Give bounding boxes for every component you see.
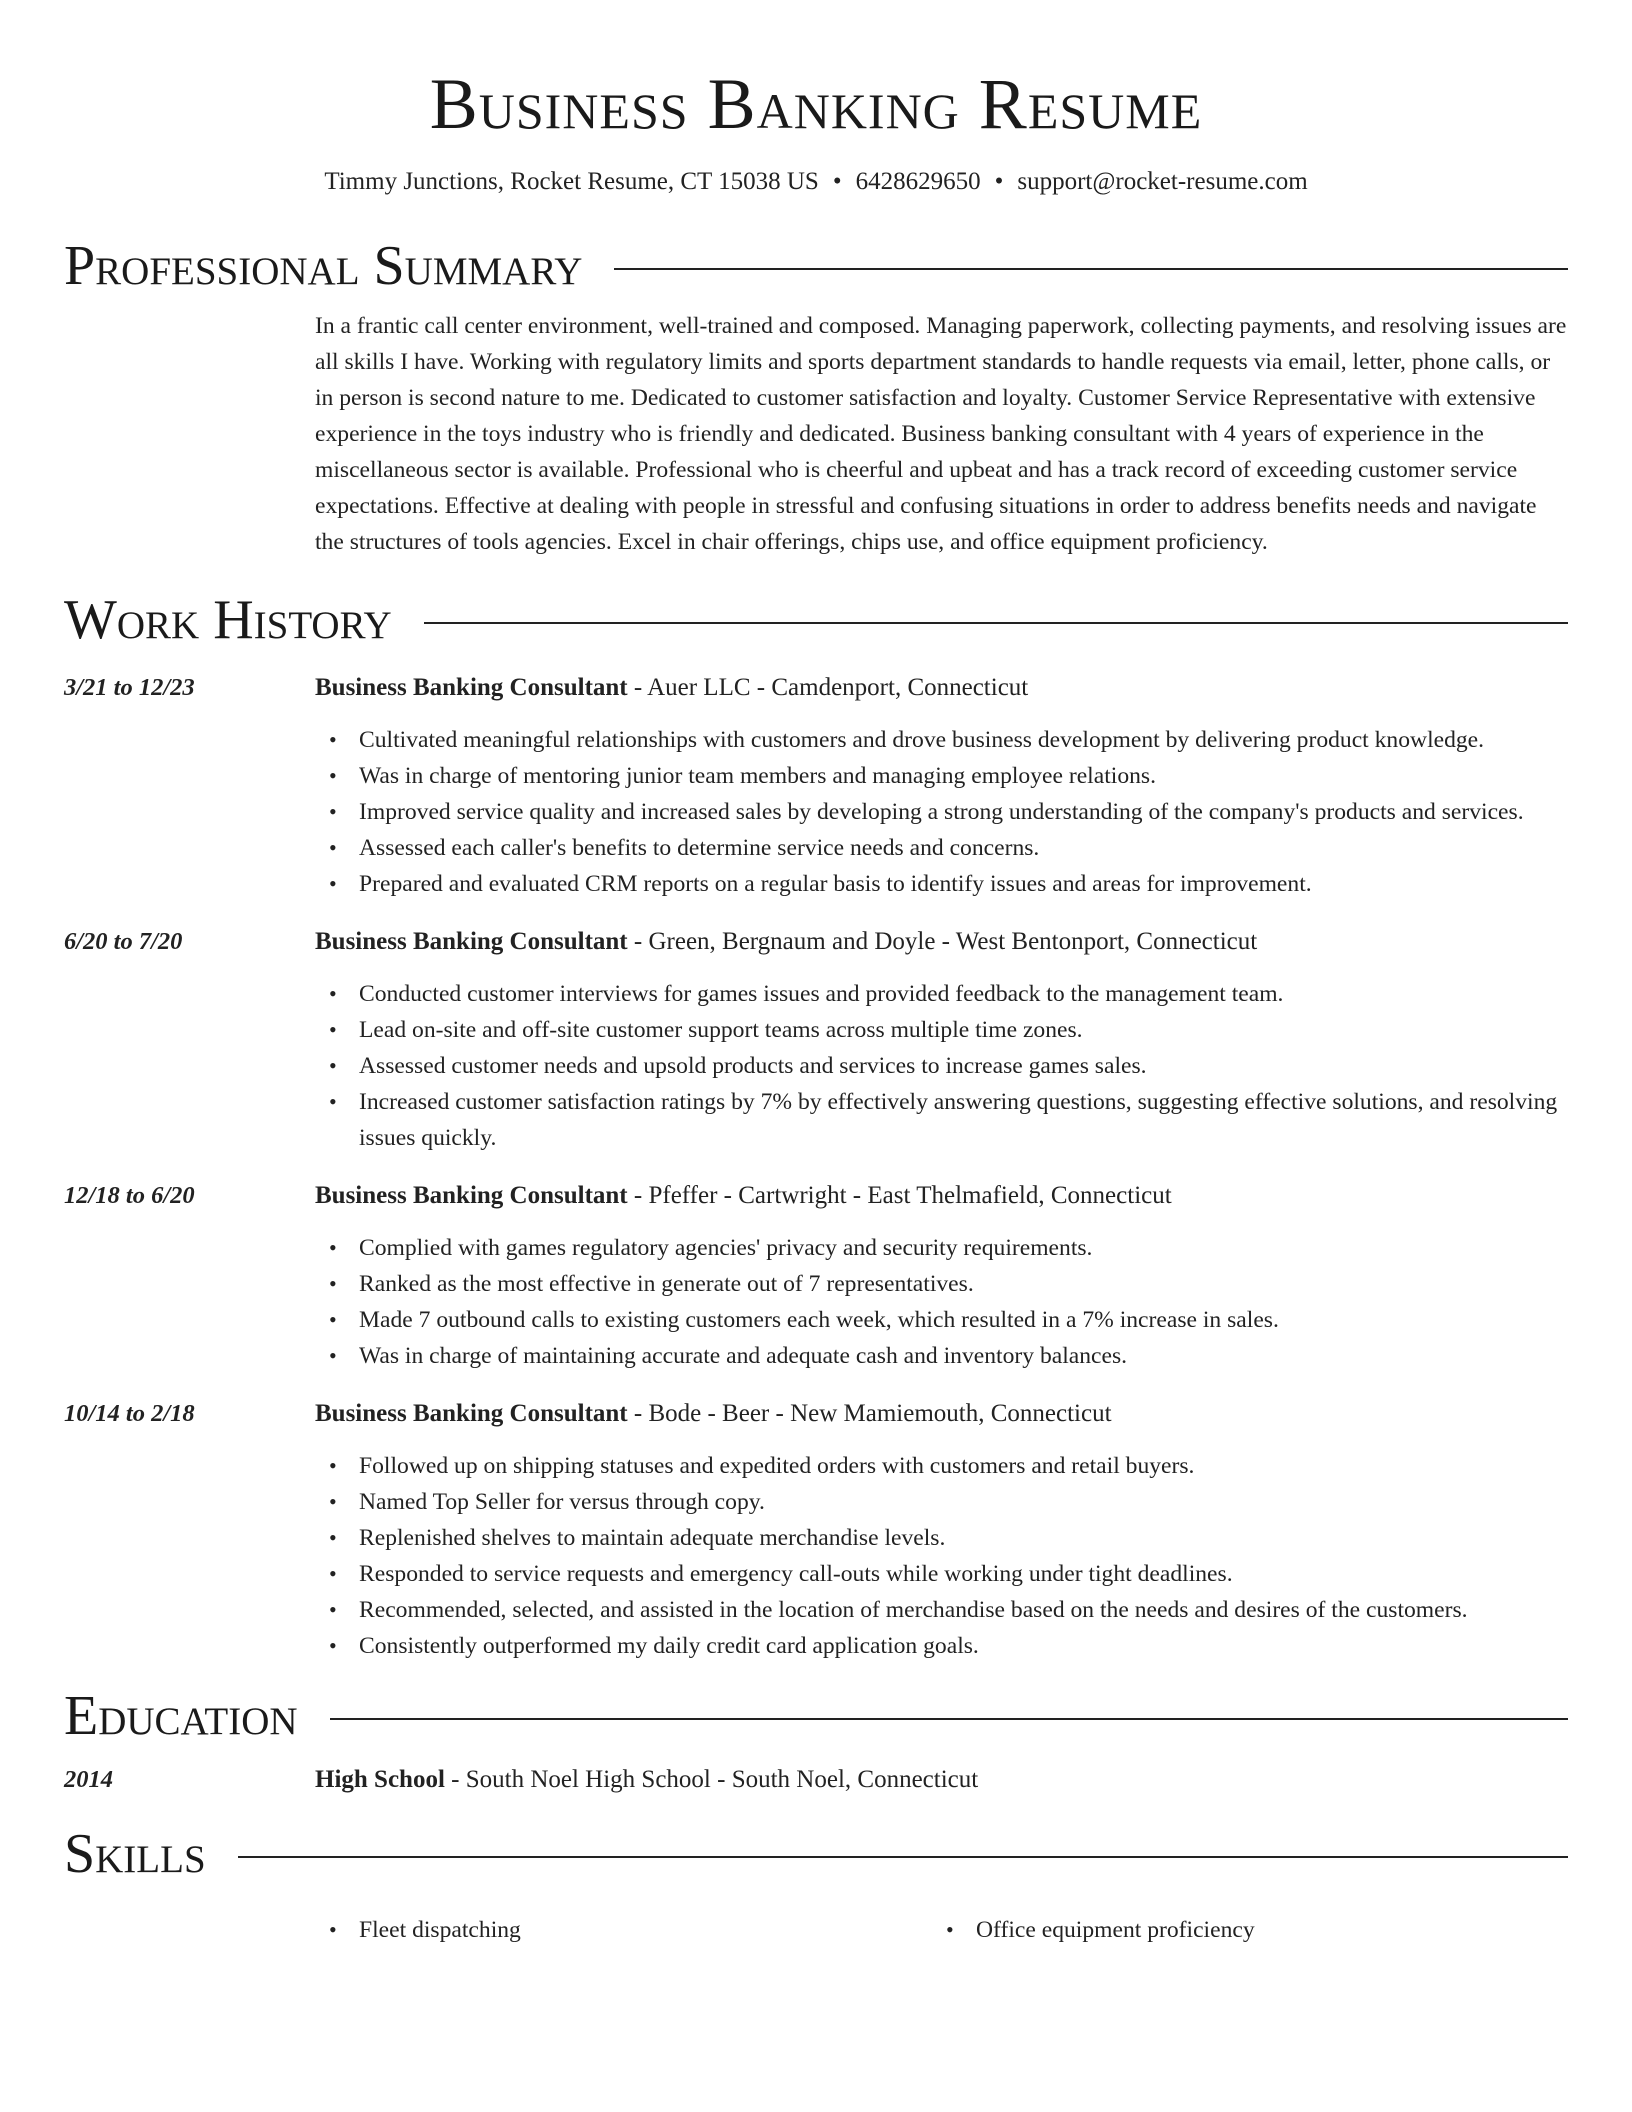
education-heading: Education	[64, 1685, 298, 1747]
contact-phone: 6428629650	[855, 168, 981, 195]
job-body	[315, 1178, 1568, 1374]
summary-heading: Professional Summary	[64, 235, 583, 297]
job-bullets	[315, 1230, 1568, 1374]
education-school: - South Noel High School - South Noel, Connecticut	[444, 1766, 979, 1793]
contact-separator: •	[994, 168, 1004, 195]
job-title: Business Banking Consultant	[315, 674, 628, 701]
job-bullet: • Assessed customer needs and upsold products and services to increase games sales.	[315, 1048, 1568, 1084]
job-bullets	[315, 976, 1568, 1156]
job-body	[315, 1396, 1568, 1664]
summary-text: In a frantic call center environment, well-trained and composed. Managing paperwork, collecting payments, and resolving issues are all skills I have. Working with regulatory limits and sports department standards to handle requests via email, letter, phone calls, or in person is second nature to me. Dedicated to customer satisfaction and loyalty. Customer Service Representative with extensive experience in the toys industry who is friendly and dedicated. Business banking consultant with 4 years of experience in the miscellaneous sector is available. Professional who is cheerful and upbeat and has a track record of exceeding customer service expectations. Effective at dealing with people in stressful and confusing situations in order to address benefits needs and navigate the structures of tools agencies. Excel in chair offerings, chips use, and office equipment proficiency.	[315, 313, 1567, 555]
job-bullet: • Named Top Seller for versus through copy.	[315, 1484, 1568, 1520]
education-degree: High School	[315, 1766, 445, 1793]
education-entry	[64, 1762, 1568, 1798]
job-employer: - Auer LLC - Camdenport, Connecticut	[627, 674, 1029, 701]
job-title: Business Banking Consultant	[315, 1182, 628, 1209]
skills-column-left	[315, 1912, 932, 1948]
job-bullet: • Prepared and evaluated CRM reports on a regular basis to identify issues and areas for improvement.	[315, 866, 1568, 902]
job-bullet: • Followed up on shipping statuses and expedited orders with customers and retail buyers.	[315, 1448, 1568, 1484]
job-bullet: • Lead on-site and off-site customer support teams across multiple time zones.	[315, 1012, 1568, 1048]
job-entry	[64, 1178, 1568, 1374]
job-dates: 6/20 to 7/20	[64, 928, 183, 955]
job-body	[315, 670, 1568, 902]
education-year: 2014	[64, 1766, 113, 1793]
job-bullet: • Cultivated meaningful relationships with customers and drove business development by delivering product knowledge.	[315, 722, 1568, 758]
job-bullet: • Consistently outperformed my daily credit card application goals.	[315, 1628, 1568, 1664]
job-bullet: • Responded to service requests and emergency call-outs while working under tight deadlines.	[315, 1556, 1568, 1592]
job-entry	[64, 670, 1568, 902]
job-heading	[315, 1396, 1568, 1432]
section-divider	[424, 622, 1568, 624]
skills-section-header	[64, 1820, 1568, 1888]
job-heading	[315, 924, 1568, 960]
job-title: Business Banking Consultant	[315, 1400, 628, 1427]
job-employer: - Bode - Beer - New Mamiemouth, Connecticut	[627, 1400, 1112, 1427]
job-bullet: • Replenished shelves to maintain adequate merchandise levels.	[315, 1520, 1568, 1556]
work-heading: Work History	[64, 589, 392, 651]
job-bullet: • Was in charge of mentoring junior team members and managing employee relations.	[315, 758, 1568, 794]
job-entry	[64, 1396, 1568, 1664]
job-heading	[315, 670, 1568, 706]
job-bullet: • Recommended, selected, and assisted in the location of merchandise based on the needs and desires of the customers.	[315, 1592, 1568, 1628]
job-entry	[64, 924, 1568, 1156]
skill-item: • Fleet dispatching	[315, 1912, 932, 1948]
job-bullet: • Increased customer satisfaction ratings by 7% by effectively answering questions, suggesting effective solutions, and resolving issues quickly.	[315, 1084, 1568, 1156]
summary-section-header	[64, 232, 1568, 300]
job-dates: 10/14 to 2/18	[64, 1400, 195, 1427]
skills-column-right	[932, 1912, 1549, 1948]
job-title: Business Banking Consultant	[315, 928, 628, 955]
job-employer: - Pfeffer - Cartwright - East Thelmafield, Connecticut	[627, 1182, 1172, 1209]
contact-line	[64, 166, 1568, 198]
job-dates: 12/18 to 6/20	[64, 1182, 195, 1209]
education-detail	[315, 1762, 978, 1798]
contact-separator: •	[832, 168, 842, 195]
job-heading	[315, 1178, 1568, 1214]
resume-title: Business Banking Resume	[429, 64, 1203, 144]
job-bullet: • Conducted customer interviews for games issues and provided feedback to the management team.	[315, 976, 1568, 1012]
work-history-list	[64, 670, 1568, 1664]
section-divider	[614, 268, 1568, 270]
job-body	[315, 924, 1568, 1156]
contact-address: Timmy Junctions, Rocket Resume, CT 15038 US	[324, 168, 819, 195]
job-employer: - Green, Bergnaum and Doyle - West Bentonport, Connecticut	[627, 928, 1258, 955]
job-bullet: • Was in charge of maintaining accurate and adequate cash and inventory balances.	[315, 1338, 1568, 1374]
job-bullet: • Made 7 outbound calls to existing customers each week, which resulted in a 7% increase in sales.	[315, 1302, 1568, 1338]
job-bullet: • Ranked as the most effective in generate out of 7 representatives.	[315, 1266, 1568, 1302]
section-divider	[330, 1718, 1568, 1720]
job-bullet: • Assessed each caller's benefits to determine service needs and concerns.	[315, 830, 1568, 866]
skills-list	[315, 1912, 1568, 1948]
job-bullet: • Improved service quality and increased sales by developing a strong understanding of the company's products and services.	[315, 794, 1568, 830]
job-bullets	[315, 1448, 1568, 1664]
education-section-header	[64, 1682, 1568, 1750]
contact-email: support@rocket-resume.com	[1017, 168, 1308, 195]
job-dates: 3/21 to 12/23	[64, 674, 195, 701]
job-bullet: • Complied with games regulatory agencies' privacy and security requirements.	[315, 1230, 1568, 1266]
job-bullets	[315, 722, 1568, 902]
section-divider	[238, 1856, 1568, 1858]
work-section-header	[64, 586, 1568, 654]
skill-item: • Office equipment proficiency	[932, 1912, 1549, 1948]
skills-heading: Skills	[64, 1823, 206, 1885]
